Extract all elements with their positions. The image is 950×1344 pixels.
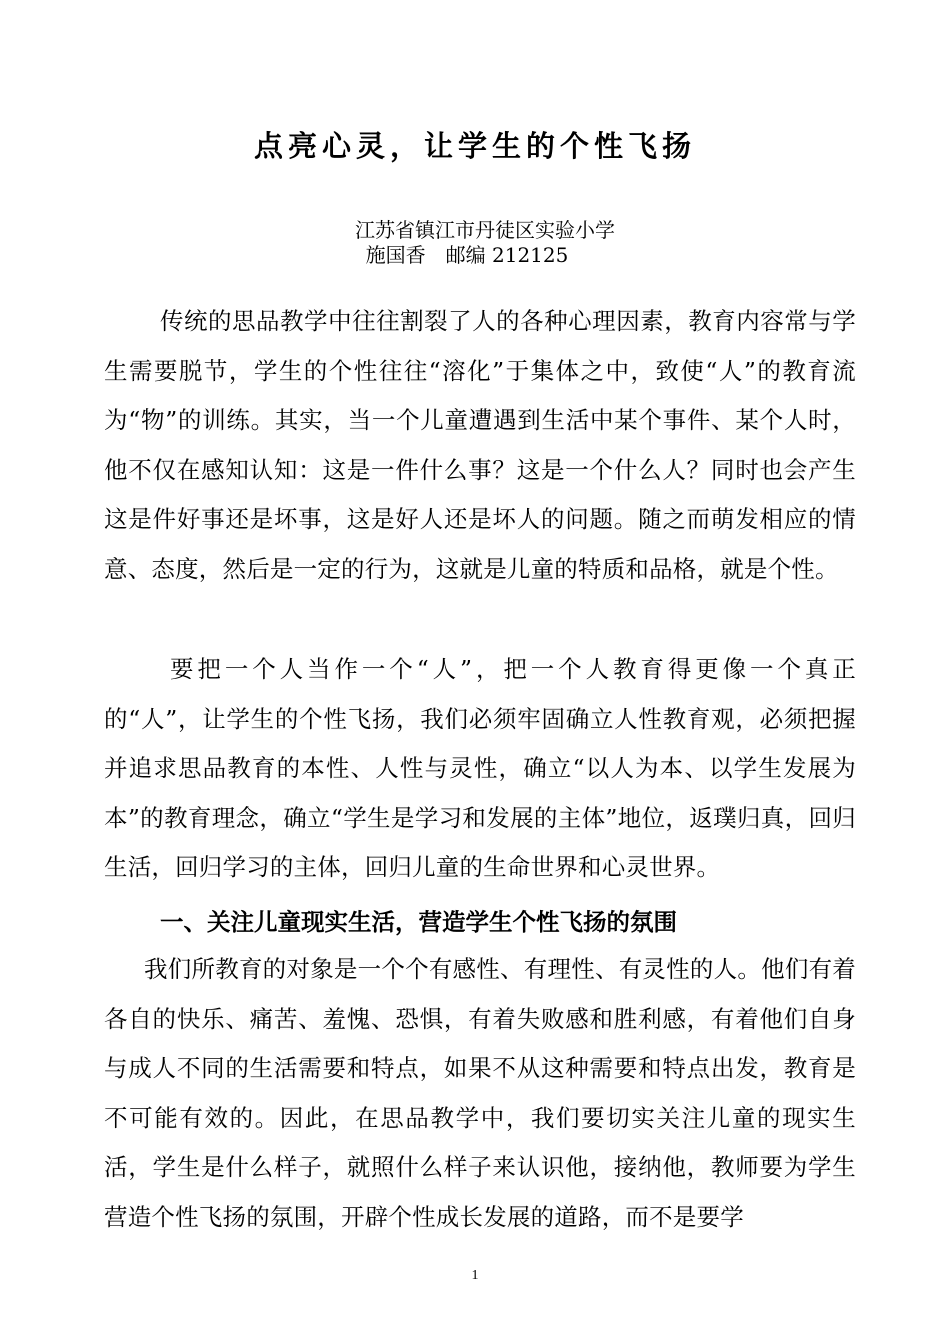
paragraph-2: 要把一个人当作一个“人”，把一个人教育得更像一个真正的“人”，让学生的个性飞扬，我们必须牢固确立人性教育观，必须把握并追求思品教育的本性、人性与灵性，确立“以人为本、以学生发展为本”的教育理念，确立“学生是学习和发展的主体”地位，返璞归真，回归生活，回归学习的主体，回归儿童的生命世界和心灵世界。 [104, 655, 856, 882]
section-paragraph: 我们所教育的对象是一个个有感性、有理性、有灵性的人。他们有着各自的快乐、痛苦、羞愧、恐惧，有着失败感和胜利感，有着他们自身与成人不同的生活需要和特点，如果不从这种需要和特点出发，教育是不可能有效的。因此，在思品教学中，我们要切实关注儿童的现实生活，学生是什么样子，就照什么样子来认识他，接纳他，教师要为学生营造个性飞扬的氛围，开辟个性成长发展的道路，而不是要学 [104, 955, 856, 1231]
document-title: 点亮心灵，让学生的个性飞扬 [253, 129, 696, 163]
paragraph-1: 传统的思品教学中往往割裂了人的各种心理因素，教育内容常与学生需要脱节，学生的个性往往“溶化”于集体之中，致使“人”的教育流为“物”的训练。其实，当一个儿童遭遇到生活中某个事件、某个人时，他不仅在感知认知：这是一件什么事？这是一个什么人？同时也会产生这是件好事还是坏事，这是好人还是坏人的问题。随之而萌发相应的情意、态度，然后是一定的行为，这就是儿童的特质和品格，就是个性。 [104, 307, 856, 583]
page-number: 1 [471, 1268, 479, 1283]
author-affiliation: 江苏省镇江市丹徒区实验小学 [355, 218, 615, 242]
section-heading: 一、关注儿童现实生活，营造学生个性飞扬的氛围 [160, 908, 677, 936]
author-line: 施国香 邮编 212125 [365, 243, 569, 267]
